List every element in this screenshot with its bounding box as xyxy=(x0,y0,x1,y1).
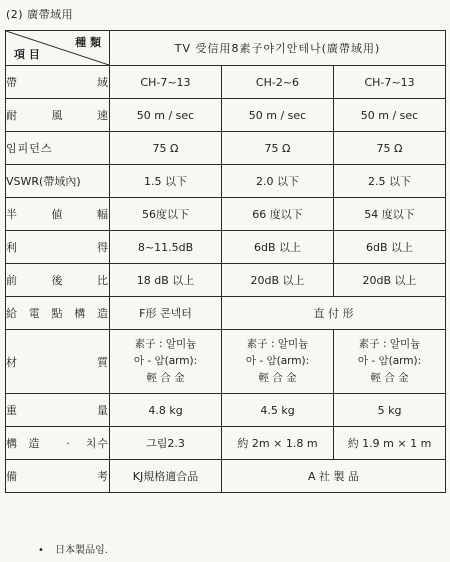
row-label: 備 考 xyxy=(6,460,110,493)
table-cell: 4.8 kg xyxy=(110,394,222,427)
header-type-label: 種 類 xyxy=(75,36,101,49)
table-row-remarks xyxy=(6,460,446,493)
footnote-text: 日本製品임. xyxy=(55,545,108,556)
row-label: 임피던스 xyxy=(6,132,110,165)
material-line: 輕 合 金 xyxy=(146,372,185,384)
table-cell-merged: 直 付 形 xyxy=(222,297,446,330)
row-label: 利 得 xyxy=(6,231,110,264)
table-cell: 2.0 以下 xyxy=(222,165,334,198)
table-cell: 8~11.5dB xyxy=(110,231,222,264)
table-cell: 1.5 以下 xyxy=(110,165,222,198)
row-label: 材 質 xyxy=(6,330,110,394)
row-label: VSWR(帶域內) xyxy=(6,165,110,198)
table-cell: 5 kg xyxy=(334,394,446,427)
table-row-feed xyxy=(6,297,446,330)
row-label: 耐 風 速 xyxy=(6,99,110,132)
material-cell xyxy=(334,330,446,394)
table-row xyxy=(6,132,446,165)
table-cell: 4.5 kg xyxy=(222,394,334,427)
table-cell: 75 Ω xyxy=(110,132,222,165)
table-row-material xyxy=(6,330,446,394)
table-cell: 約 1.9 m × 1 m xyxy=(334,427,446,460)
bullet-icon: • xyxy=(38,545,44,556)
table-cell: 50 m / sec xyxy=(110,99,222,132)
table-cell: 66 度以下 xyxy=(222,198,334,231)
table-cell: 18 dB 以上 xyxy=(110,264,222,297)
material-line: 輕 合 金 xyxy=(258,372,297,384)
row-label: 前 後 比 xyxy=(6,264,110,297)
table-row-structure xyxy=(6,427,446,460)
table-row xyxy=(6,66,446,99)
table-cell: 2.5 以下 xyxy=(334,165,446,198)
footnote xyxy=(38,541,108,556)
table-cell: 75 Ω xyxy=(222,132,334,165)
table-cell: CH-7~13 xyxy=(110,66,222,99)
table-cell: F形 콘넥터 xyxy=(110,297,222,330)
material-cell xyxy=(110,330,222,394)
table-cell: KJ規格適合品 xyxy=(110,460,222,493)
material-line: 素子 : 알미늄 xyxy=(246,338,309,350)
table-cell: 56度以下 xyxy=(110,198,222,231)
material-line: 輕 合 金 xyxy=(370,372,409,384)
row-label: 重 量 xyxy=(6,394,110,427)
material-line: 아 - 암(arm): xyxy=(357,355,422,367)
table-cell: 20dB 以上 xyxy=(334,264,446,297)
table-cell: 6dB 以上 xyxy=(222,231,334,264)
section-title: (2) 廣帶域用 xyxy=(6,8,74,21)
table-cell: 6dB 以上 xyxy=(334,231,446,264)
material-line: 아 - 암(arm): xyxy=(245,355,310,367)
material-cell xyxy=(222,330,334,394)
material-line: 아 - 암(arm): xyxy=(133,355,198,367)
product-title: TV 受信用8素子야기안테나(廣帶域用) xyxy=(110,31,446,66)
table-cell: 50 m / sec xyxy=(334,99,446,132)
spec-table xyxy=(5,30,446,493)
header-corner-cell xyxy=(6,31,110,66)
table-cell: CH-2~6 xyxy=(222,66,334,99)
table-cell-merged: A 社 製 品 xyxy=(222,460,446,493)
table-cell: 그림2.3 xyxy=(110,427,222,460)
table-cell: 75 Ω xyxy=(334,132,446,165)
row-label: 帶 域 xyxy=(6,66,110,99)
table-cell: 20dB 以上 xyxy=(222,264,334,297)
table-header-row xyxy=(6,31,446,66)
row-label: 半 値 幅 xyxy=(6,198,110,231)
table-row xyxy=(6,99,446,132)
material-line: 素子 : 알미늄 xyxy=(358,338,421,350)
table-row xyxy=(6,231,446,264)
table-row xyxy=(6,198,446,231)
row-label: 構造 · 치수 xyxy=(6,427,110,460)
table-row xyxy=(6,165,446,198)
header-item-label: 項 目 xyxy=(14,48,40,61)
row-label: 給電點構造 xyxy=(6,297,110,330)
table-cell: 50 m / sec xyxy=(222,99,334,132)
table-row xyxy=(6,264,446,297)
table-cell: 54 度以下 xyxy=(334,198,446,231)
table-cell: CH-7~13 xyxy=(334,66,446,99)
material-line: 素子 : 알미늄 xyxy=(134,338,197,350)
table-row-weight xyxy=(6,394,446,427)
table-cell: 約 2m × 1.8 m xyxy=(222,427,334,460)
